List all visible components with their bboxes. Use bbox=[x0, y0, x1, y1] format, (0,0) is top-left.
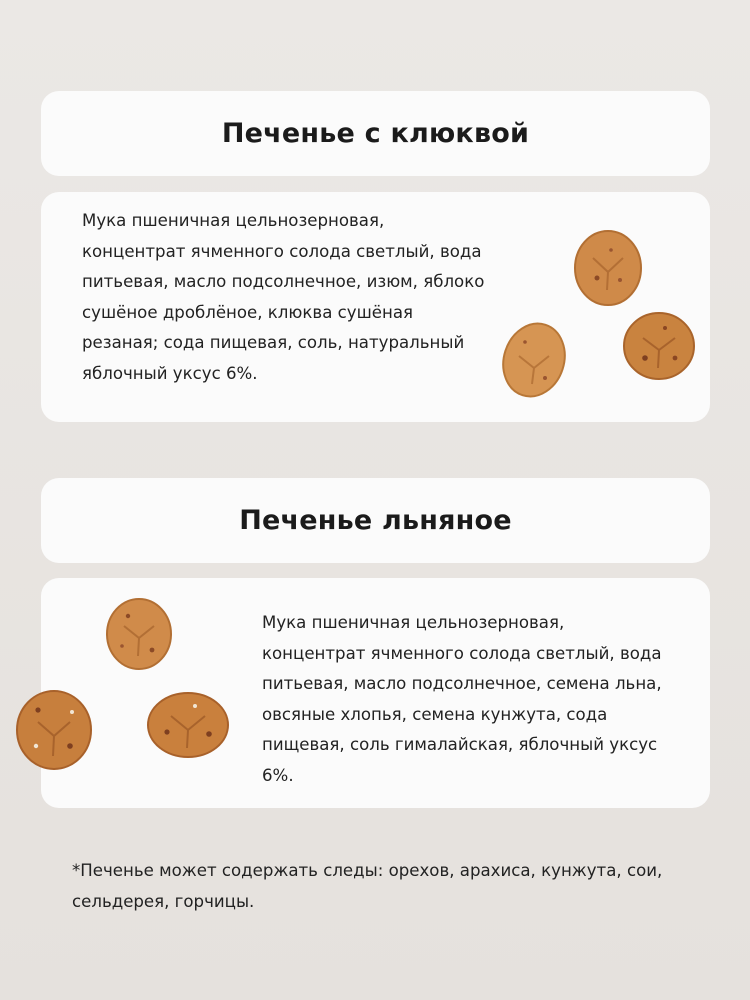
ingredient-line: питьевая, масло подсолнечное, изюм, яблоко bbox=[82, 272, 485, 291]
footnote-line: сельдерея, горчицы. bbox=[72, 891, 255, 911]
section1-title-card bbox=[41, 91, 710, 176]
section2-ingredients bbox=[262, 608, 662, 791]
ingredient-line: резаная; сода пищевая, соль, натуральный bbox=[82, 333, 465, 352]
cookie-image bbox=[571, 228, 645, 308]
ingredient-line: питьевая, масло подсолнечное, семена льна, bbox=[262, 674, 662, 693]
ingredient-line: концентрат ячменного солода светлый, вода bbox=[262, 643, 662, 663]
cookie-image bbox=[14, 688, 94, 772]
cookie-image bbox=[104, 596, 174, 672]
ingredient-line: Мука пшеничная цельнозерновая, bbox=[262, 613, 565, 632]
section2-content-card bbox=[41, 578, 710, 808]
section2-title-card bbox=[41, 478, 710, 563]
ingredient-line: сушёное дроблёное, клюква сушёная bbox=[82, 302, 413, 322]
section1-ingredients bbox=[82, 206, 484, 389]
section1-title: Печенье с клюквой bbox=[221, 118, 530, 149]
allergen-footnote bbox=[72, 856, 692, 917]
ingredient-line: 6%. bbox=[262, 765, 294, 785]
cookie-image bbox=[499, 320, 569, 400]
cookie-image bbox=[145, 690, 231, 760]
section1-content-card bbox=[41, 192, 710, 422]
ingredient-line: концентрат ячменного солода светлый, вода bbox=[82, 241, 482, 261]
ingredient-line: Мука пшеничная цельнозерновая, bbox=[82, 211, 385, 230]
ingredient-line: овсяные хлопья, семена кунжута, сода bbox=[262, 704, 608, 724]
cookie-image bbox=[621, 310, 697, 382]
ingredient-line: пищевая, соль гималайская, яблочный уксус bbox=[262, 735, 658, 754]
ingredient-line: яблочный уксус 6%. bbox=[82, 363, 258, 383]
section2-title: Печенье льняное bbox=[239, 505, 512, 536]
footnote-line: *Печенье может содержать следы: орехов, арахиса, кунжута, сои, bbox=[72, 861, 663, 880]
